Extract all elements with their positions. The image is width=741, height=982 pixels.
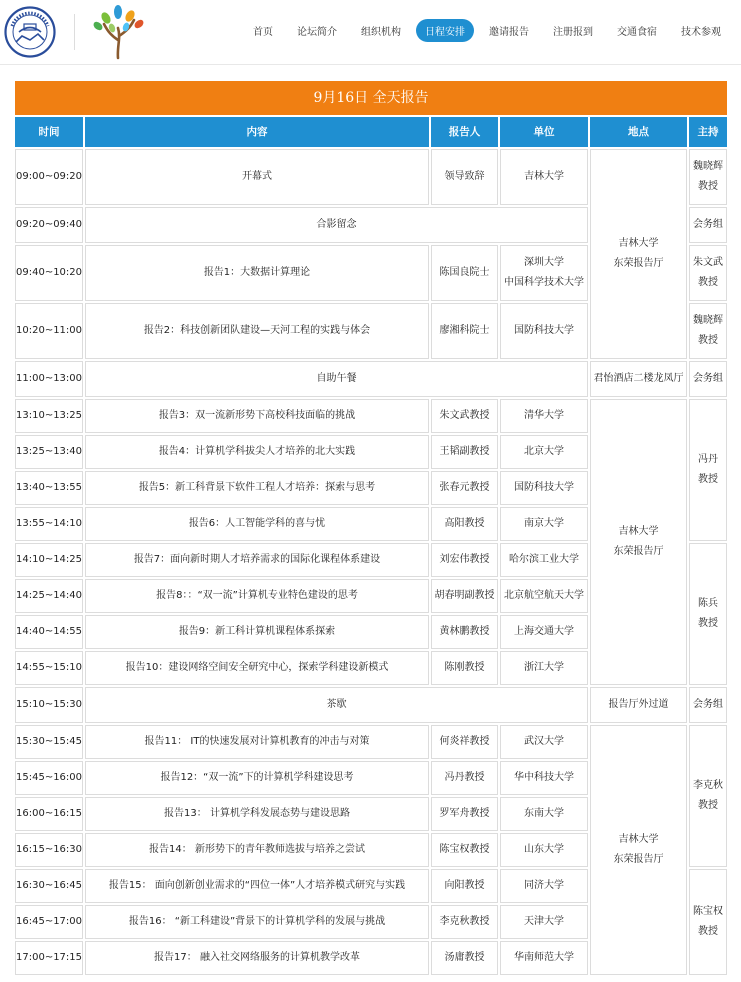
time-cell: 13:25~13:40 (15, 435, 83, 469)
time-cell: 09:40~10:20 (15, 245, 83, 301)
time-cell: 13:10~13:25 (15, 399, 83, 433)
schedule-title-row (15, 81, 727, 115)
column-header: 主持 (689, 117, 727, 147)
column-header: 报告人 (431, 117, 498, 147)
nav-item-0[interactable]: 首页 (253, 26, 273, 38)
organization-cell: 深圳大学 中国科学技术大学 (500, 245, 588, 301)
speaker-cell: 高阳教授 (431, 507, 498, 541)
table-row (15, 399, 727, 433)
speaker-cell: 陈国良院士 (431, 245, 498, 301)
time-cell: 17:00~17:15 (15, 941, 83, 975)
location-cell: 君怡酒店二楼龙凤厅 (590, 361, 687, 397)
nav-item-7[interactable]: 技术参观 (681, 26, 721, 38)
content-cell: 报告8：：“双一流”计算机专业特色建设的思考 (85, 579, 429, 613)
host-cell: 陈兵 教授 (689, 543, 727, 685)
organization-cell: 东南大学 (500, 797, 588, 831)
location-cell: 吉林大学 东荣报告厅 (590, 725, 687, 975)
content-cell: 报告2：科技创新团队建设—天河工程的实践与体会 (85, 303, 429, 359)
speaker-cell: 向阳教授 (431, 869, 498, 903)
time-cell: 16:15~16:30 (15, 833, 83, 867)
site-header (0, 0, 741, 65)
nav-item-3[interactable]: 日程安排 (416, 19, 474, 42)
speaker-cell: 廖湘科院士 (431, 303, 498, 359)
host-cell: 李克秋 教授 (689, 725, 727, 867)
table-row (15, 687, 727, 723)
content-cell: 报告10：建设网络空间安全研究中心，探索学科建设新模式 (85, 651, 429, 685)
location-cell: 吉林大学 东荣报告厅 (590, 399, 687, 685)
content-cell: 报告7：面向新时期人才培养需求的国际化课程体系建设 (85, 543, 429, 577)
organization-cell: 吉林大学 (500, 149, 588, 205)
logo-divider (74, 14, 75, 50)
organization-cell: 清华大学 (500, 399, 588, 433)
content-cell: 报告16： “新工科建设”背景下的计算机学科的发展与挑战 (85, 905, 429, 939)
organization-cell: 上海交通大学 (500, 615, 588, 649)
content-cell: 报告12：“双一流”下的计算机学科建设思考 (85, 761, 429, 795)
organization-cell: 华南师范大学 (500, 941, 588, 975)
column-header: 单位 (500, 117, 588, 147)
organization-cell: 南京大学 (500, 507, 588, 541)
nav-item-5[interactable]: 注册报到 (553, 26, 593, 38)
table-row (15, 725, 727, 759)
content-cell: 报告4：计算机学科拔尖人才培养的北大实践 (85, 435, 429, 469)
time-cell: 13:40~13:55 (15, 471, 83, 505)
time-cell: 14:10~14:25 (15, 543, 83, 577)
location-cell: 吉林大学 东荣报告厅 (590, 149, 687, 359)
table-row (15, 149, 727, 205)
nav-item-2[interactable]: 组织机构 (361, 26, 401, 38)
content-cell: 报告15： 面向创新创业需求的“四位一体”人才培养模式研究与实践 (85, 869, 429, 903)
speaker-cell: 何炎祥教授 (431, 725, 498, 759)
time-cell: 09:20~09:40 (15, 207, 83, 243)
table-row (15, 361, 727, 397)
organization-cell: 山东大学 (500, 833, 588, 867)
content-cell: 报告5：新工科背景下软件工程人才培养：探索与思考 (85, 471, 429, 505)
organization-cell: 国防科技大学 (500, 471, 588, 505)
column-header: 时间 (15, 117, 83, 147)
organization-cell: 北京航空航天大学 (500, 579, 588, 613)
main-nav (244, 18, 736, 42)
schedule-table (13, 79, 729, 977)
time-cell: 14:40~14:55 (15, 615, 83, 649)
speaker-cell: 陈刚教授 (431, 651, 498, 685)
time-cell: 15:45~16:00 (15, 761, 83, 795)
organization-cell: 武汉大学 (500, 725, 588, 759)
content-cell: 报告17： 融入社交网络服务的计算机教学改革 (85, 941, 429, 975)
content-cell: 报告11： IT的快速发展对计算机教育的冲击与对策 (85, 725, 429, 759)
schedule-title: 9月16日 全天报告 (15, 81, 727, 115)
organization-cell: 国防科技大学 (500, 303, 588, 359)
host-cell: 朱文武 教授 (689, 245, 727, 301)
host-cell: 冯丹 教授 (689, 399, 727, 541)
content-cell: 合影留念 (85, 207, 588, 243)
content-cell: 茶歇 (85, 687, 588, 723)
organization-cell: 华中科技大学 (500, 761, 588, 795)
organization-cell: 天津大学 (500, 905, 588, 939)
speaker-cell: 朱文武教授 (431, 399, 498, 433)
organization-cell: 同济大学 (500, 869, 588, 903)
content-cell: 报告3：双一流新形势下高校科技面临的挑战 (85, 399, 429, 433)
university-seal-logo[interactable] (4, 6, 56, 58)
speaker-cell: 王韬副教授 (431, 435, 498, 469)
speaker-cell: 胡春明副教授 (431, 579, 498, 613)
speaker-cell: 罗军舟教授 (431, 797, 498, 831)
time-cell: 14:25~14:40 (15, 579, 83, 613)
host-cell: 会务组 (689, 361, 727, 397)
time-cell: 14:55~15:10 (15, 651, 83, 685)
host-cell: 会务组 (689, 207, 727, 243)
column-header: 地点 (590, 117, 687, 147)
time-cell: 15:30~15:45 (15, 725, 83, 759)
tree-logo[interactable] (88, 2, 150, 60)
speaker-cell: 陈宝权教授 (431, 833, 498, 867)
time-cell: 16:30~16:45 (15, 869, 83, 903)
time-cell: 13:55~14:10 (15, 507, 83, 541)
nav-item-4[interactable]: 邀请报告 (489, 26, 529, 38)
content-cell: 报告13： 计算机学科发展态势与建设思路 (85, 797, 429, 831)
speaker-cell: 刘宏伟教授 (431, 543, 498, 577)
host-cell: 魏晓辉 教授 (689, 149, 727, 205)
host-cell: 陈宝权 教授 (689, 869, 727, 975)
nav-item-6[interactable]: 交通食宿 (617, 26, 657, 38)
speaker-cell: 汤庸教授 (431, 941, 498, 975)
speaker-cell: 黄林鹏教授 (431, 615, 498, 649)
speaker-cell: 张春元教授 (431, 471, 498, 505)
time-cell: 11:00~13:00 (15, 361, 83, 397)
schedule-header-row (15, 117, 727, 147)
host-cell: 魏晓辉 教授 (689, 303, 727, 359)
content-cell: 自助午餐 (85, 361, 588, 397)
nav-item-1[interactable]: 论坛简介 (297, 26, 337, 38)
speaker-cell: 领导致辞 (431, 149, 498, 205)
content-cell: 报告14： 新形势下的青年教师选拔与培养之尝试 (85, 833, 429, 867)
time-cell: 16:45~17:00 (15, 905, 83, 939)
content-cell: 报告1：大数据计算理论 (85, 245, 429, 301)
organization-cell: 浙江大学 (500, 651, 588, 685)
organization-cell: 北京大学 (500, 435, 588, 469)
content-cell: 报告9：新工科计算机课程体系探索 (85, 615, 429, 649)
host-cell: 会务组 (689, 687, 727, 723)
content-cell: 开幕式 (85, 149, 429, 205)
time-cell: 16:00~16:15 (15, 797, 83, 831)
column-header: 内容 (85, 117, 429, 147)
time-cell: 09:00~09:20 (15, 149, 83, 205)
time-cell: 10:20~11:00 (15, 303, 83, 359)
time-cell: 15:10~15:30 (15, 687, 83, 723)
speaker-cell: 李克秋教授 (431, 905, 498, 939)
speaker-cell: 冯丹教授 (431, 761, 498, 795)
content-cell: 报告6：人工智能学科的喜与忧 (85, 507, 429, 541)
location-cell: 报告厅外过道 (590, 687, 687, 723)
organization-cell: 哈尔滨工业大学 (500, 543, 588, 577)
